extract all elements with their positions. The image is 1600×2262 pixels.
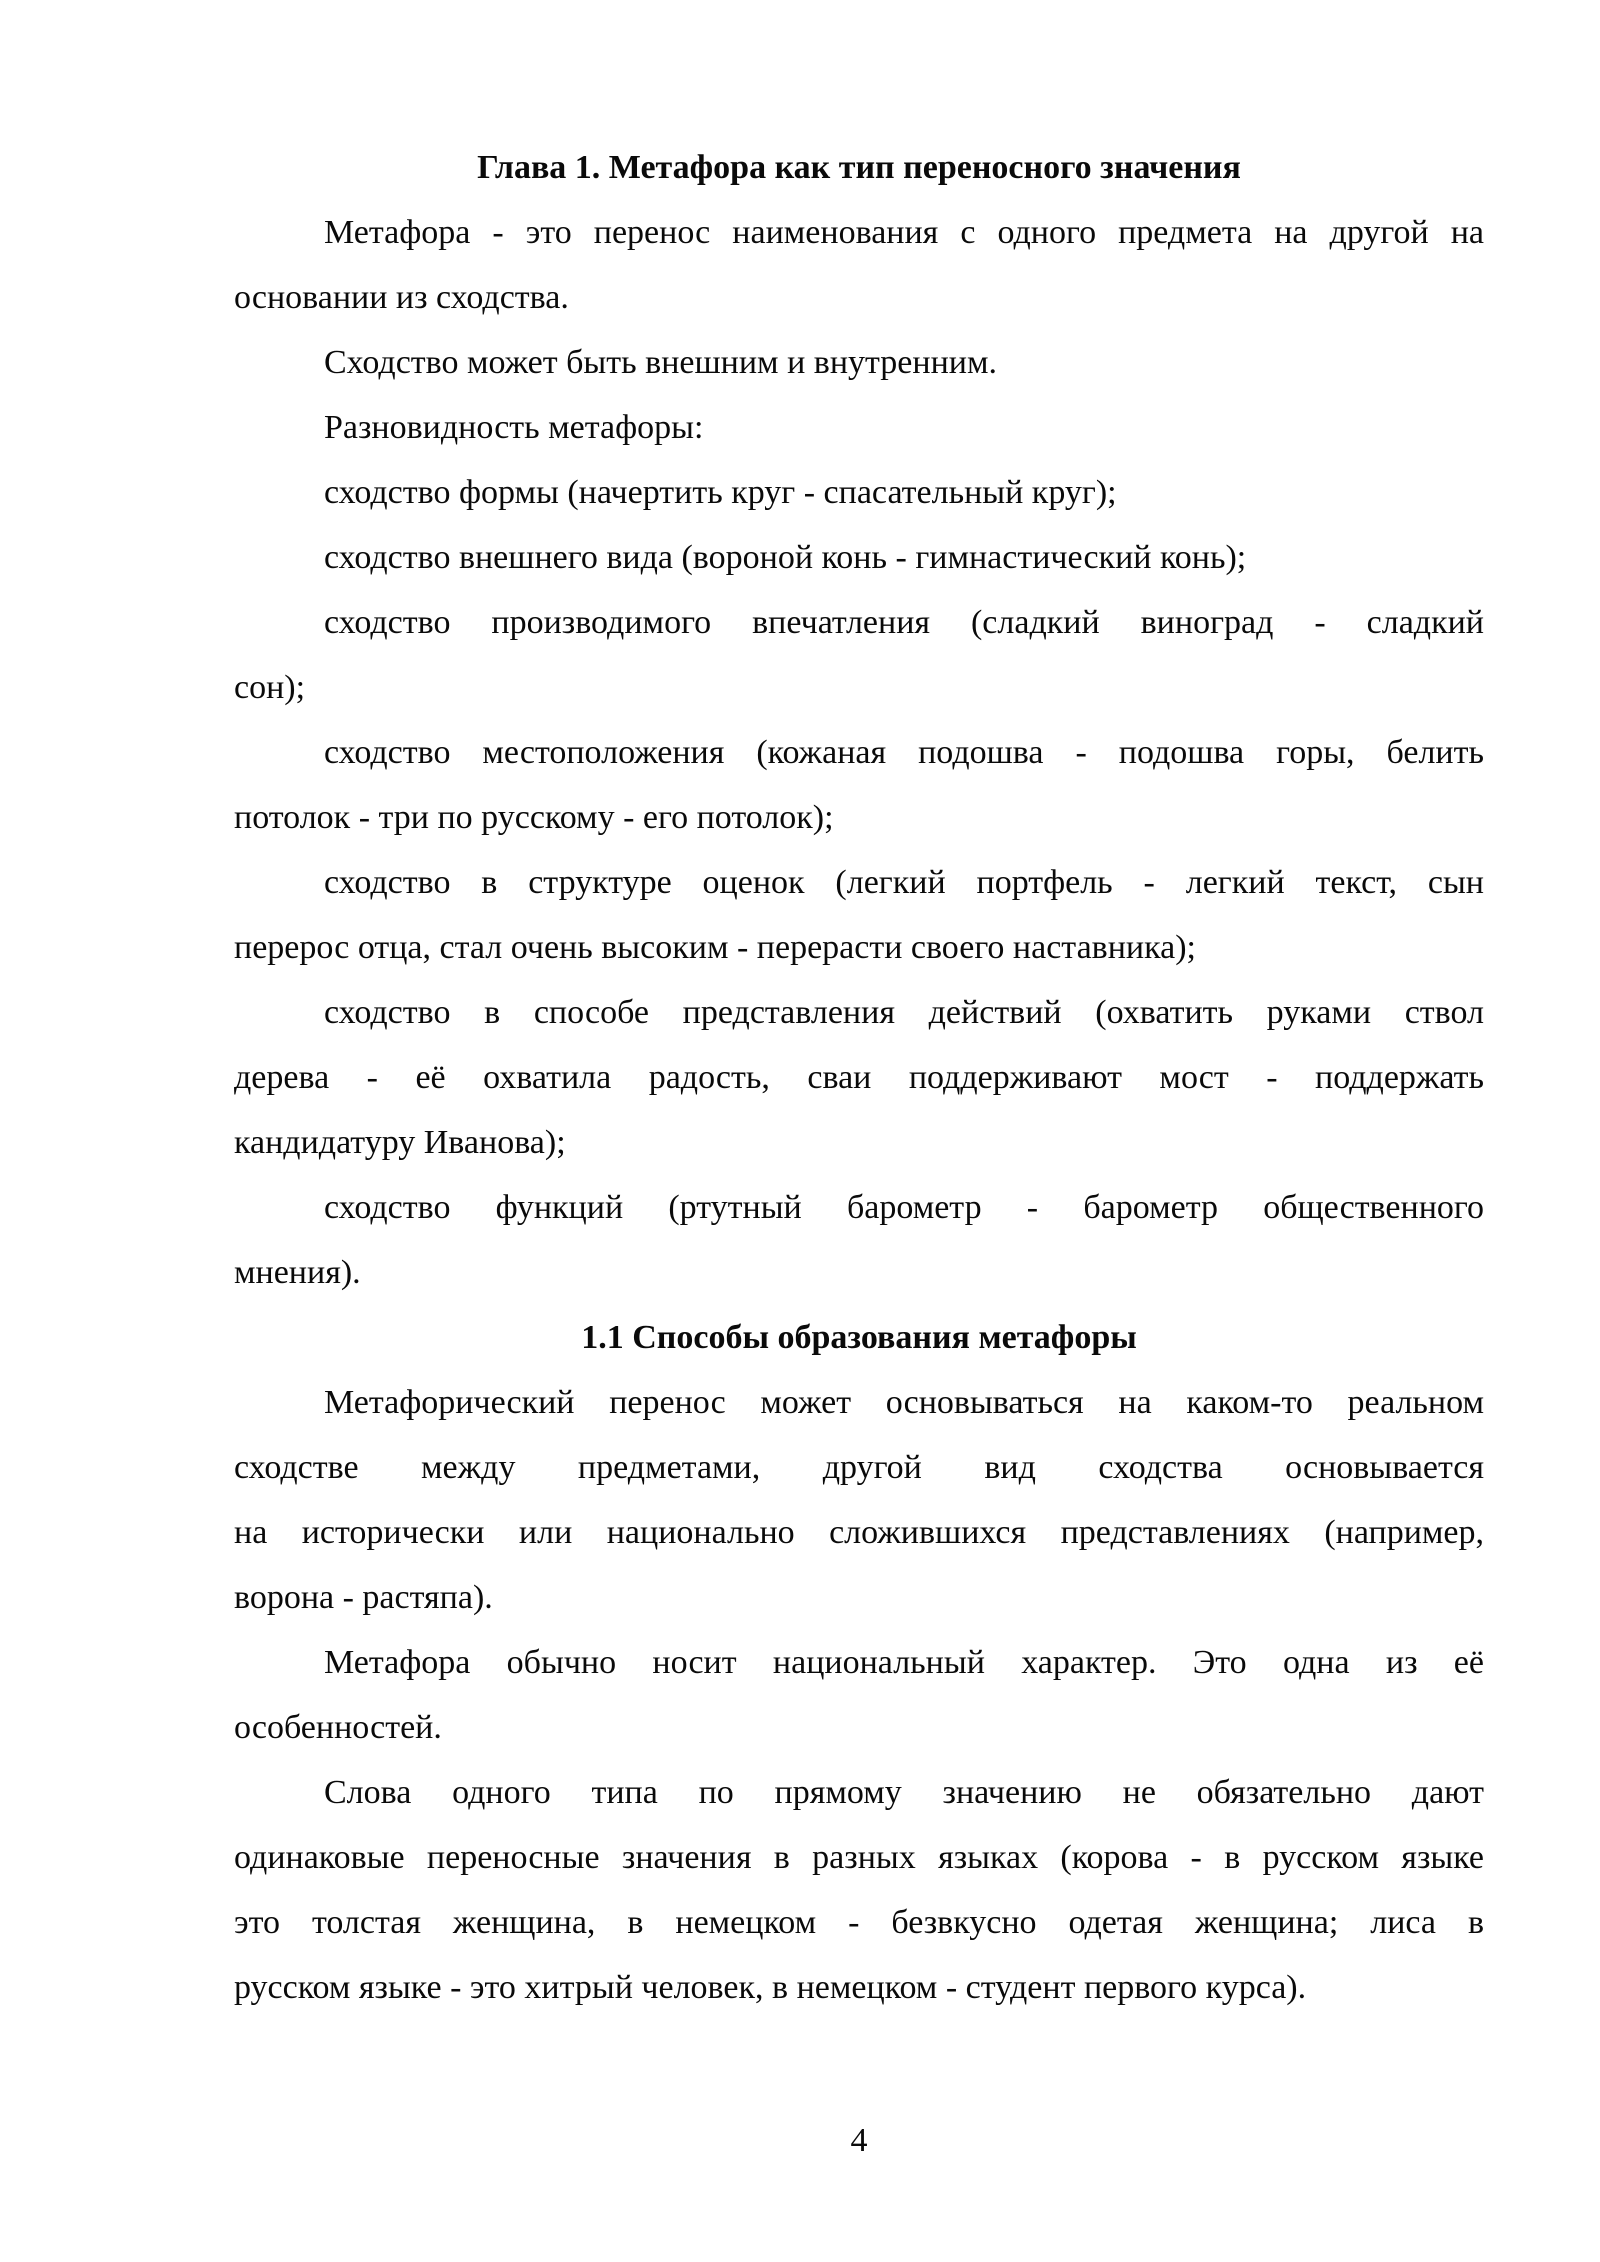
text-line: Разновидность метафоры: — [324, 409, 704, 446]
page-footer — [234, 2108, 1484, 2173]
section-heading: 1.1 Способы образования метафоры — [581, 1319, 1137, 1356]
text-line: Сходство может быть внешним и внутренним. — [324, 344, 997, 381]
text-line: сходство в структуре оценок (легкий портфель - легкий текст, сын — [324, 864, 1484, 901]
text-line: одинаковые переносные значения в разных языках (корова - в русском языке — [234, 1839, 1484, 1876]
text-line: потолок - три по русскому - его потолок); — [234, 799, 834, 836]
text-line: кандидатуру Иванова); — [234, 1124, 566, 1161]
text-line: Метафора - это перенос наименования с одного предмета на другой на — [324, 214, 1484, 251]
text-line: сходство формы (начертить круг - спасательный круг); — [324, 474, 1117, 511]
text-line: сходство производимого впечатления (сладкий виноград - сладкий — [324, 604, 1484, 641]
text-line: Метафорический перенос может основываться на каком-то реальном — [324, 1384, 1484, 1421]
text-line: Метафора обычно носит национальный характер. Это одна из её — [324, 1644, 1484, 1681]
chapter-heading: Глава 1. Метафора как тип переносного значения — [477, 149, 1241, 186]
text-line: сходство внешнего вида (вороной конь - гимнастический конь); — [324, 539, 1247, 576]
text-line: сон); — [234, 669, 306, 706]
text-line: Слова одного типа по прямому значению не обязательно дают — [324, 1774, 1484, 1811]
text-line: сходство местоположения (кожаная подошва - подошва горы, белить — [324, 734, 1484, 771]
text-line: мнения). — [234, 1254, 361, 1291]
text-line: сходство функций (ртутный барометр - барометр общественного — [324, 1189, 1484, 1226]
page-number: 4 — [850, 2122, 868, 2159]
text-line: перерос отца, стал очень высоким - перерасти своего наставника); — [234, 929, 1196, 966]
text-block — [234, 135, 1484, 2020]
text-line: сходстве между предметами, другой вид сходства основывается — [234, 1449, 1484, 1486]
text-line: основании из сходства. — [234, 279, 569, 316]
text-line: дерева - её охватила радость, сваи поддерживают мост - поддержать — [234, 1059, 1484, 1096]
text-line: особенностей. — [234, 1709, 442, 1746]
text-line: это толстая женщина, в немецком - безвкусно одетая женщина; лиса в — [234, 1904, 1484, 1941]
text-line: на исторически или национально сложившихся представлениях (например, — [234, 1514, 1484, 1551]
text-line: сходство в способе представления действий (охватить руками ствол — [324, 994, 1484, 1031]
text-line: ворона - растяпа). — [234, 1579, 493, 1616]
text-line: русском языке - это хитрый человек, в немецком - студент первого курса). — [234, 1969, 1307, 2006]
